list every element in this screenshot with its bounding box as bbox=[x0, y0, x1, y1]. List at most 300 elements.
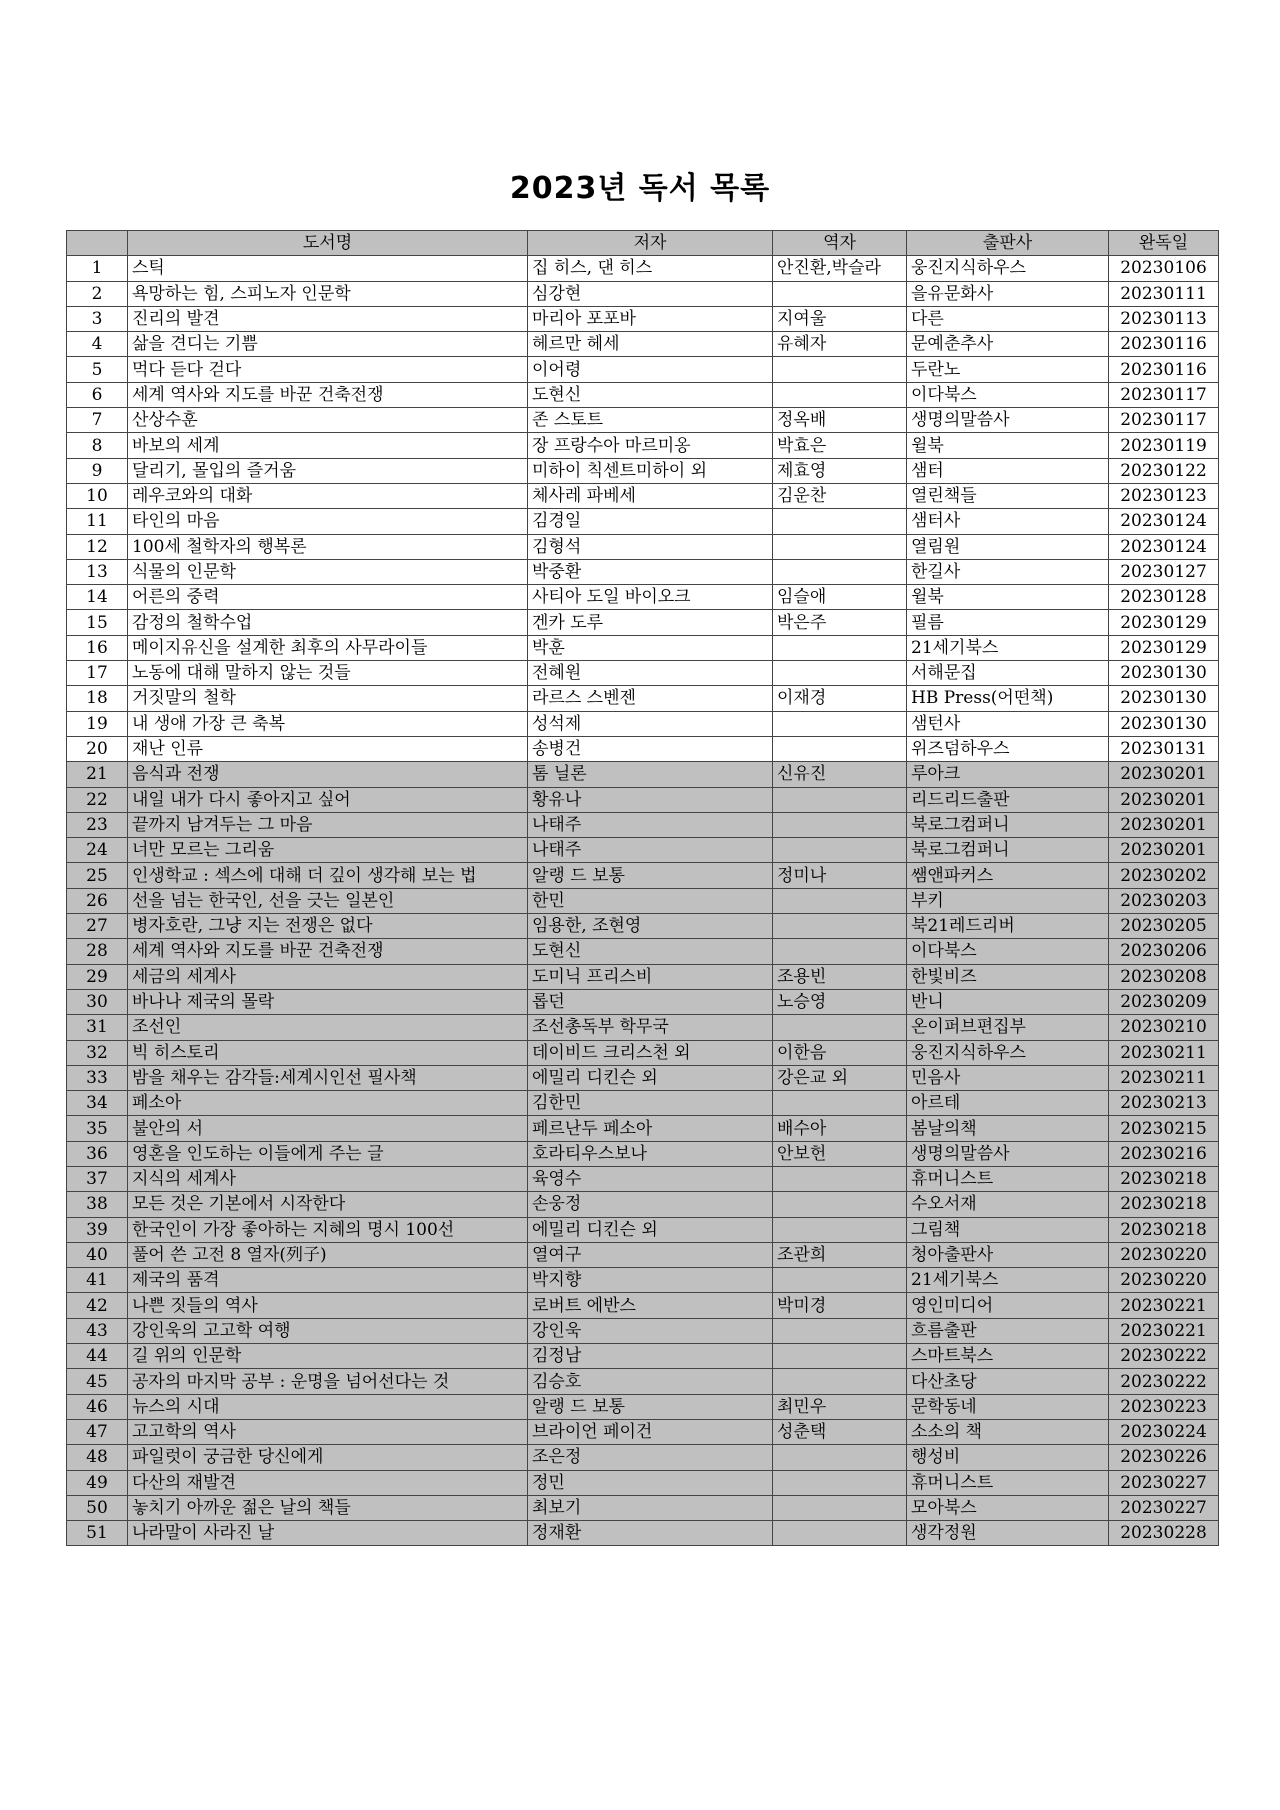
cell-number: 25 bbox=[67, 863, 128, 888]
cell-translator bbox=[773, 1495, 907, 1520]
cell-number: 45 bbox=[67, 1369, 128, 1394]
cell-finish-date: 20230201 bbox=[1109, 838, 1219, 863]
cell-translator: 안진환,박슬라 bbox=[773, 256, 907, 281]
cell-author: 손웅정 bbox=[528, 1192, 773, 1217]
cell-finish-date: 20230117 bbox=[1109, 408, 1219, 433]
cell-number: 47 bbox=[67, 1419, 128, 1444]
cell-publisher: 두란노 bbox=[907, 357, 1109, 382]
table-row bbox=[67, 534, 1219, 559]
cell-number: 49 bbox=[67, 1470, 128, 1495]
cell-translator: 강은교 외 bbox=[773, 1065, 907, 1090]
table-row bbox=[67, 332, 1219, 357]
cell-author: 알랭 드 보통 bbox=[528, 863, 773, 888]
cell-finish-date: 20230228 bbox=[1109, 1521, 1219, 1546]
cell-publisher: 위즈덤하우스 bbox=[907, 736, 1109, 761]
table-row bbox=[67, 711, 1219, 736]
table-row bbox=[67, 787, 1219, 812]
cell-publisher: 청아출판사 bbox=[907, 1242, 1109, 1267]
cell-publisher: 문학동네 bbox=[907, 1394, 1109, 1419]
cell-finish-date: 20230218 bbox=[1109, 1192, 1219, 1217]
cell-translator bbox=[773, 661, 907, 686]
cell-number: 42 bbox=[67, 1293, 128, 1318]
cell-author: 최보기 bbox=[528, 1495, 773, 1520]
cell-author: 장 프랑수아 마르미옹 bbox=[528, 433, 773, 458]
cell-title: 바보의 세계 bbox=[128, 433, 528, 458]
cell-title: 내일 내가 다시 좋아지고 싶어 bbox=[128, 787, 528, 812]
cell-title: 빅 히스토리 bbox=[128, 1040, 528, 1065]
cell-publisher: 생각정원 bbox=[907, 1521, 1109, 1546]
cell-number: 11 bbox=[67, 509, 128, 534]
cell-publisher: 윌북 bbox=[907, 433, 1109, 458]
cell-title: 페소아 bbox=[128, 1091, 528, 1116]
cell-finish-date: 20230116 bbox=[1109, 357, 1219, 382]
cell-number: 3 bbox=[67, 306, 128, 331]
cell-author: 정민 bbox=[528, 1470, 773, 1495]
cell-title: 먹다 듣다 걷다 bbox=[128, 357, 528, 382]
cell-publisher: 흐름출판 bbox=[907, 1318, 1109, 1343]
cell-finish-date: 20230222 bbox=[1109, 1369, 1219, 1394]
cell-finish-date: 20230222 bbox=[1109, 1344, 1219, 1369]
cell-author: 김한민 bbox=[528, 1091, 773, 1116]
cell-author: 사티아 도일 바이오크 bbox=[528, 585, 773, 610]
cell-finish-date: 20230111 bbox=[1109, 281, 1219, 306]
cell-translator bbox=[773, 1015, 907, 1040]
cell-author: 전혜원 bbox=[528, 661, 773, 686]
cell-title: 산상수훈 bbox=[128, 408, 528, 433]
cell-author: 성석제 bbox=[528, 711, 773, 736]
cell-number: 36 bbox=[67, 1141, 128, 1166]
table-row bbox=[67, 1495, 1219, 1520]
cell-finish-date: 20230203 bbox=[1109, 888, 1219, 913]
cell-translator: 성춘택 bbox=[773, 1419, 907, 1444]
cell-publisher: 휴머니스트 bbox=[907, 1470, 1109, 1495]
cell-title: 뉴스의 시대 bbox=[128, 1394, 528, 1419]
cell-finish-date: 20230211 bbox=[1109, 1040, 1219, 1065]
cell-translator bbox=[773, 559, 907, 584]
cell-number: 51 bbox=[67, 1521, 128, 1546]
cell-title: 타인의 마음 bbox=[128, 509, 528, 534]
cell-translator: 조용빈 bbox=[773, 964, 907, 989]
table-row bbox=[67, 888, 1219, 913]
cell-title: 불안의 서 bbox=[128, 1116, 528, 1141]
cell-finish-date: 20230129 bbox=[1109, 635, 1219, 660]
cell-translator: 노승영 bbox=[773, 989, 907, 1014]
table-row bbox=[67, 838, 1219, 863]
cell-author: 마리아 포포바 bbox=[528, 306, 773, 331]
table-row bbox=[67, 1192, 1219, 1217]
cell-author: 김승호 bbox=[528, 1369, 773, 1394]
cell-translator bbox=[773, 281, 907, 306]
cell-author: 페르난두 페소아 bbox=[528, 1116, 773, 1141]
cell-finish-date: 20230130 bbox=[1109, 686, 1219, 711]
cell-finish-date: 20230218 bbox=[1109, 1166, 1219, 1191]
cell-finish-date: 20230116 bbox=[1109, 332, 1219, 357]
cell-translator bbox=[773, 509, 907, 534]
table-row bbox=[67, 914, 1219, 939]
cell-finish-date: 20230128 bbox=[1109, 585, 1219, 610]
cell-publisher: 아르테 bbox=[907, 1091, 1109, 1116]
cell-finish-date: 20230208 bbox=[1109, 964, 1219, 989]
cell-publisher: 샘터사 bbox=[907, 509, 1109, 534]
cell-number: 32 bbox=[67, 1040, 128, 1065]
cell-publisher: 이다북스 bbox=[907, 382, 1109, 407]
cell-translator bbox=[773, 1192, 907, 1217]
cell-title: 밤을 채우는 감각들:세계시인선 필사책 bbox=[128, 1065, 528, 1090]
cell-number: 50 bbox=[67, 1495, 128, 1520]
table-row bbox=[67, 1445, 1219, 1470]
table-row bbox=[67, 1344, 1219, 1369]
cell-translator: 신유진 bbox=[773, 762, 907, 787]
cell-translator: 박미경 bbox=[773, 1293, 907, 1318]
cell-title: 바나나 제국의 몰락 bbox=[128, 989, 528, 1014]
cell-publisher: 필름 bbox=[907, 610, 1109, 635]
cell-author: 나태주 bbox=[528, 812, 773, 837]
cell-translator bbox=[773, 914, 907, 939]
cell-title: 세금의 세계사 bbox=[128, 964, 528, 989]
cell-finish-date: 20230117 bbox=[1109, 382, 1219, 407]
cell-number: 28 bbox=[67, 939, 128, 964]
cell-title: 메이지유신을 설계한 최후의 사무라이들 bbox=[128, 635, 528, 660]
header-title: 도서명 bbox=[128, 231, 528, 256]
cell-translator bbox=[773, 838, 907, 863]
cell-publisher: 온이퍼브편집부 bbox=[907, 1015, 1109, 1040]
cell-author: 롭던 bbox=[528, 989, 773, 1014]
cell-title: 고고학의 역사 bbox=[128, 1419, 528, 1444]
cell-finish-date: 20230201 bbox=[1109, 762, 1219, 787]
cell-translator bbox=[773, 1091, 907, 1116]
cell-publisher: 영인미디어 bbox=[907, 1293, 1109, 1318]
cell-publisher: 을유문화사 bbox=[907, 281, 1109, 306]
cell-number: 20 bbox=[67, 736, 128, 761]
cell-translator bbox=[773, 534, 907, 559]
cell-translator bbox=[773, 1344, 907, 1369]
cell-translator: 이한음 bbox=[773, 1040, 907, 1065]
cell-number: 9 bbox=[67, 458, 128, 483]
table-row bbox=[67, 509, 1219, 534]
table-row bbox=[67, 736, 1219, 761]
header-translator: 역자 bbox=[773, 231, 907, 256]
table-row bbox=[67, 559, 1219, 584]
cell-publisher: 웅진지식하우스 bbox=[907, 256, 1109, 281]
cell-number: 16 bbox=[67, 635, 128, 660]
cell-number: 8 bbox=[67, 433, 128, 458]
cell-author: 미하이 칙센트미하이 외 bbox=[528, 458, 773, 483]
cell-translator bbox=[773, 382, 907, 407]
table-row bbox=[67, 1040, 1219, 1065]
cell-title: 식물의 인문학 bbox=[128, 559, 528, 584]
cell-finish-date: 20230206 bbox=[1109, 939, 1219, 964]
cell-author: 김형석 bbox=[528, 534, 773, 559]
cell-translator bbox=[773, 812, 907, 837]
cell-finish-date: 20230113 bbox=[1109, 306, 1219, 331]
table-row bbox=[67, 863, 1219, 888]
cell-author: 박지향 bbox=[528, 1268, 773, 1293]
cell-author: 에밀리 디킨슨 외 bbox=[528, 1217, 773, 1242]
table-row bbox=[67, 939, 1219, 964]
cell-author: 도미닉 프리스비 bbox=[528, 964, 773, 989]
cell-title: 세계 역사와 지도를 바꾼 건축전쟁 bbox=[128, 382, 528, 407]
cell-title: 나라말이 사라진 날 bbox=[128, 1521, 528, 1546]
cell-title: 모든 것은 기본에서 시작한다 bbox=[128, 1192, 528, 1217]
cell-title: 조선인 bbox=[128, 1015, 528, 1040]
cell-translator bbox=[773, 711, 907, 736]
table-row bbox=[67, 635, 1219, 660]
cell-number: 38 bbox=[67, 1192, 128, 1217]
cell-finish-date: 20230202 bbox=[1109, 863, 1219, 888]
cell-author: 열여구 bbox=[528, 1242, 773, 1267]
cell-finish-date: 20230119 bbox=[1109, 433, 1219, 458]
table-row bbox=[67, 1217, 1219, 1242]
table-row bbox=[67, 1065, 1219, 1090]
cell-finish-date: 20230130 bbox=[1109, 661, 1219, 686]
table-row bbox=[67, 281, 1219, 306]
cell-finish-date: 20230227 bbox=[1109, 1470, 1219, 1495]
cell-title: 한국인이 가장 좋아하는 지혜의 명시 100선 bbox=[128, 1217, 528, 1242]
cell-title: 삶을 견디는 기쁨 bbox=[128, 332, 528, 357]
cell-author: 강인욱 bbox=[528, 1318, 773, 1343]
cell-finish-date: 20230216 bbox=[1109, 1141, 1219, 1166]
table-row bbox=[67, 989, 1219, 1014]
cell-translator bbox=[773, 1521, 907, 1546]
cell-translator: 조관희 bbox=[773, 1242, 907, 1267]
header-author: 저자 bbox=[528, 231, 773, 256]
table-row bbox=[67, 686, 1219, 711]
cell-finish-date: 20230210 bbox=[1109, 1015, 1219, 1040]
cell-title: 내 생애 가장 큰 축복 bbox=[128, 711, 528, 736]
cell-translator bbox=[773, 635, 907, 660]
cell-finish-date: 20230226 bbox=[1109, 1445, 1219, 1470]
cell-number: 7 bbox=[67, 408, 128, 433]
cell-publisher: 생명의말씀사 bbox=[907, 1141, 1109, 1166]
cell-title: 지식의 세계사 bbox=[128, 1166, 528, 1191]
cell-translator: 제효영 bbox=[773, 458, 907, 483]
cell-number: 19 bbox=[67, 711, 128, 736]
table-row bbox=[67, 1242, 1219, 1267]
cell-title: 노동에 대해 말하지 않는 것들 bbox=[128, 661, 528, 686]
cell-publisher: 생명의말씀사 bbox=[907, 408, 1109, 433]
cell-publisher: 모아북스 bbox=[907, 1495, 1109, 1520]
cell-publisher: 한빛비즈 bbox=[907, 964, 1109, 989]
cell-publisher: 샘터 bbox=[907, 458, 1109, 483]
cell-number: 22 bbox=[67, 787, 128, 812]
cell-number: 1 bbox=[67, 256, 128, 281]
table-row bbox=[67, 408, 1219, 433]
cell-publisher: 이다북스 bbox=[907, 939, 1109, 964]
cell-author: 조은정 bbox=[528, 1445, 773, 1470]
cell-title: 병자호란, 그냥 지는 전쟁은 없다 bbox=[128, 914, 528, 939]
cell-title: 끝까지 남겨두는 그 마음 bbox=[128, 812, 528, 837]
table-row bbox=[67, 1293, 1219, 1318]
cell-publisher: 휴머니스트 bbox=[907, 1166, 1109, 1191]
cell-finish-date: 20230218 bbox=[1109, 1217, 1219, 1242]
table-row bbox=[67, 661, 1219, 686]
cell-publisher: 북21레드리버 bbox=[907, 914, 1109, 939]
cell-publisher: 서해문집 bbox=[907, 661, 1109, 686]
cell-number: 31 bbox=[67, 1015, 128, 1040]
cell-publisher: 스마트북스 bbox=[907, 1344, 1109, 1369]
cell-title: 거짓말의 철학 bbox=[128, 686, 528, 711]
cell-translator bbox=[773, 1268, 907, 1293]
cell-publisher: 21세기북스 bbox=[907, 635, 1109, 660]
cell-author: 겐카 도루 bbox=[528, 610, 773, 635]
cell-author: 에밀리 디킨슨 외 bbox=[528, 1065, 773, 1090]
cell-publisher: 북로그컴퍼니 bbox=[907, 838, 1109, 863]
table-row bbox=[67, 762, 1219, 787]
reading-list-table bbox=[66, 230, 1219, 1546]
cell-publisher: 열린책들 bbox=[907, 483, 1109, 508]
cell-author: 브라이언 페이건 bbox=[528, 1419, 773, 1444]
cell-number: 46 bbox=[67, 1394, 128, 1419]
cell-publisher: 리드리드출판 bbox=[907, 787, 1109, 812]
cell-author: 황유나 bbox=[528, 787, 773, 812]
cell-translator bbox=[773, 1445, 907, 1470]
table-row bbox=[67, 1268, 1219, 1293]
cell-number: 35 bbox=[67, 1116, 128, 1141]
cell-translator: 정옥배 bbox=[773, 408, 907, 433]
cell-author: 임용한, 조현영 bbox=[528, 914, 773, 939]
table-row bbox=[67, 382, 1219, 407]
cell-translator: 박은주 bbox=[773, 610, 907, 635]
cell-number: 37 bbox=[67, 1166, 128, 1191]
cell-author: 박중환 bbox=[528, 559, 773, 584]
table-row bbox=[67, 1015, 1219, 1040]
cell-author: 나태주 bbox=[528, 838, 773, 863]
cell-author: 집 히스, 댄 히스 bbox=[528, 256, 773, 281]
cell-publisher: 부키 bbox=[907, 888, 1109, 913]
cell-author: 정재환 bbox=[528, 1521, 773, 1546]
table-header-row bbox=[67, 231, 1219, 256]
table-row bbox=[67, 1318, 1219, 1343]
cell-publisher: 행성비 bbox=[907, 1445, 1109, 1470]
cell-publisher: 쌤앤파커스 bbox=[907, 863, 1109, 888]
cell-number: 44 bbox=[67, 1344, 128, 1369]
cell-translator: 안보헌 bbox=[773, 1141, 907, 1166]
cell-translator: 최민우 bbox=[773, 1394, 907, 1419]
cell-number: 23 bbox=[67, 812, 128, 837]
cell-publisher: 윌북 bbox=[907, 585, 1109, 610]
cell-number: 10 bbox=[67, 483, 128, 508]
cell-title: 세계 역사와 지도를 바꾼 건축전쟁 bbox=[128, 939, 528, 964]
cell-finish-date: 20230106 bbox=[1109, 256, 1219, 281]
cell-finish-date: 20230129 bbox=[1109, 610, 1219, 635]
cell-translator: 배수아 bbox=[773, 1116, 907, 1141]
cell-finish-date: 20230123 bbox=[1109, 483, 1219, 508]
cell-number: 14 bbox=[67, 585, 128, 610]
table-row bbox=[67, 1116, 1219, 1141]
cell-title: 100세 철학자의 행복론 bbox=[128, 534, 528, 559]
cell-finish-date: 20230220 bbox=[1109, 1268, 1219, 1293]
cell-author: 박훈 bbox=[528, 635, 773, 660]
cell-title: 달리기, 몰입의 즐거움 bbox=[128, 458, 528, 483]
cell-finish-date: 20230211 bbox=[1109, 1065, 1219, 1090]
cell-number: 2 bbox=[67, 281, 128, 306]
table-row bbox=[67, 256, 1219, 281]
cell-translator bbox=[773, 888, 907, 913]
cell-finish-date: 20230124 bbox=[1109, 509, 1219, 534]
cell-finish-date: 20230215 bbox=[1109, 1116, 1219, 1141]
cell-title: 진리의 발견 bbox=[128, 306, 528, 331]
cell-title: 욕망하는 힘, 스피노자 인문학 bbox=[128, 281, 528, 306]
cell-publisher: 웅진지식하우스 bbox=[907, 1040, 1109, 1065]
cell-finish-date: 20230224 bbox=[1109, 1419, 1219, 1444]
cell-number: 29 bbox=[67, 964, 128, 989]
cell-number: 15 bbox=[67, 610, 128, 635]
header-finish-date: 완독일 bbox=[1109, 231, 1219, 256]
cell-publisher: 그림책 bbox=[907, 1217, 1109, 1242]
cell-author: 한민 bbox=[528, 888, 773, 913]
cell-finish-date: 20230220 bbox=[1109, 1242, 1219, 1267]
cell-author: 로버트 에반스 bbox=[528, 1293, 773, 1318]
cell-author: 이어령 bbox=[528, 357, 773, 382]
cell-number: 26 bbox=[67, 888, 128, 913]
cell-number: 13 bbox=[67, 559, 128, 584]
cell-title: 재난 인류 bbox=[128, 736, 528, 761]
cell-publisher: 민음사 bbox=[907, 1065, 1109, 1090]
table-row bbox=[67, 357, 1219, 382]
table-row bbox=[67, 812, 1219, 837]
cell-translator bbox=[773, 939, 907, 964]
table-row bbox=[67, 458, 1219, 483]
cell-finish-date: 20230223 bbox=[1109, 1394, 1219, 1419]
cell-finish-date: 20230209 bbox=[1109, 989, 1219, 1014]
cell-number: 41 bbox=[67, 1268, 128, 1293]
table-row bbox=[67, 585, 1219, 610]
cell-author: 체사레 파베세 bbox=[528, 483, 773, 508]
cell-title: 인생학교 : 섹스에 대해 더 깊이 생각해 보는 법 bbox=[128, 863, 528, 888]
table-row bbox=[67, 1419, 1219, 1444]
cell-title: 음식과 전쟁 bbox=[128, 762, 528, 787]
cell-author: 데이비드 크리스천 외 bbox=[528, 1040, 773, 1065]
cell-translator: 임슬애 bbox=[773, 585, 907, 610]
cell-author: 알랭 드 보통 bbox=[528, 1394, 773, 1419]
cell-author: 헤르만 헤세 bbox=[528, 332, 773, 357]
cell-translator: 정미나 bbox=[773, 863, 907, 888]
cell-publisher: HB Press(어떤책) bbox=[907, 686, 1109, 711]
cell-title: 공자의 마지막 공부 : 운명을 넘어선다는 것 bbox=[128, 1369, 528, 1394]
cell-finish-date: 20230130 bbox=[1109, 711, 1219, 736]
cell-number: 48 bbox=[67, 1445, 128, 1470]
cell-finish-date: 20230124 bbox=[1109, 534, 1219, 559]
cell-translator: 이재경 bbox=[773, 686, 907, 711]
cell-translator bbox=[773, 1369, 907, 1394]
cell-number: 30 bbox=[67, 989, 128, 1014]
cell-title: 레우코와의 대화 bbox=[128, 483, 528, 508]
cell-publisher: 다산초당 bbox=[907, 1369, 1109, 1394]
cell-number: 17 bbox=[67, 661, 128, 686]
table-body bbox=[67, 256, 1219, 1546]
cell-title: 스틱 bbox=[128, 256, 528, 281]
cell-finish-date: 20230227 bbox=[1109, 1495, 1219, 1520]
cell-finish-date: 20230205 bbox=[1109, 914, 1219, 939]
cell-author: 육영수 bbox=[528, 1166, 773, 1191]
cell-translator: 지여울 bbox=[773, 306, 907, 331]
cell-title: 감정의 철학수업 bbox=[128, 610, 528, 635]
cell-number: 33 bbox=[67, 1065, 128, 1090]
cell-finish-date: 20230127 bbox=[1109, 559, 1219, 584]
cell-author: 톰 닐론 bbox=[528, 762, 773, 787]
table-row bbox=[67, 964, 1219, 989]
cell-translator bbox=[773, 736, 907, 761]
cell-number: 18 bbox=[67, 686, 128, 711]
cell-publisher: 21세기북스 bbox=[907, 1268, 1109, 1293]
cell-author: 도현신 bbox=[528, 939, 773, 964]
table-row bbox=[67, 483, 1219, 508]
cell-translator bbox=[773, 1166, 907, 1191]
cell-finish-date: 20230213 bbox=[1109, 1091, 1219, 1116]
cell-author: 존 스토트 bbox=[528, 408, 773, 433]
cell-number: 21 bbox=[67, 762, 128, 787]
header-number bbox=[67, 231, 128, 256]
